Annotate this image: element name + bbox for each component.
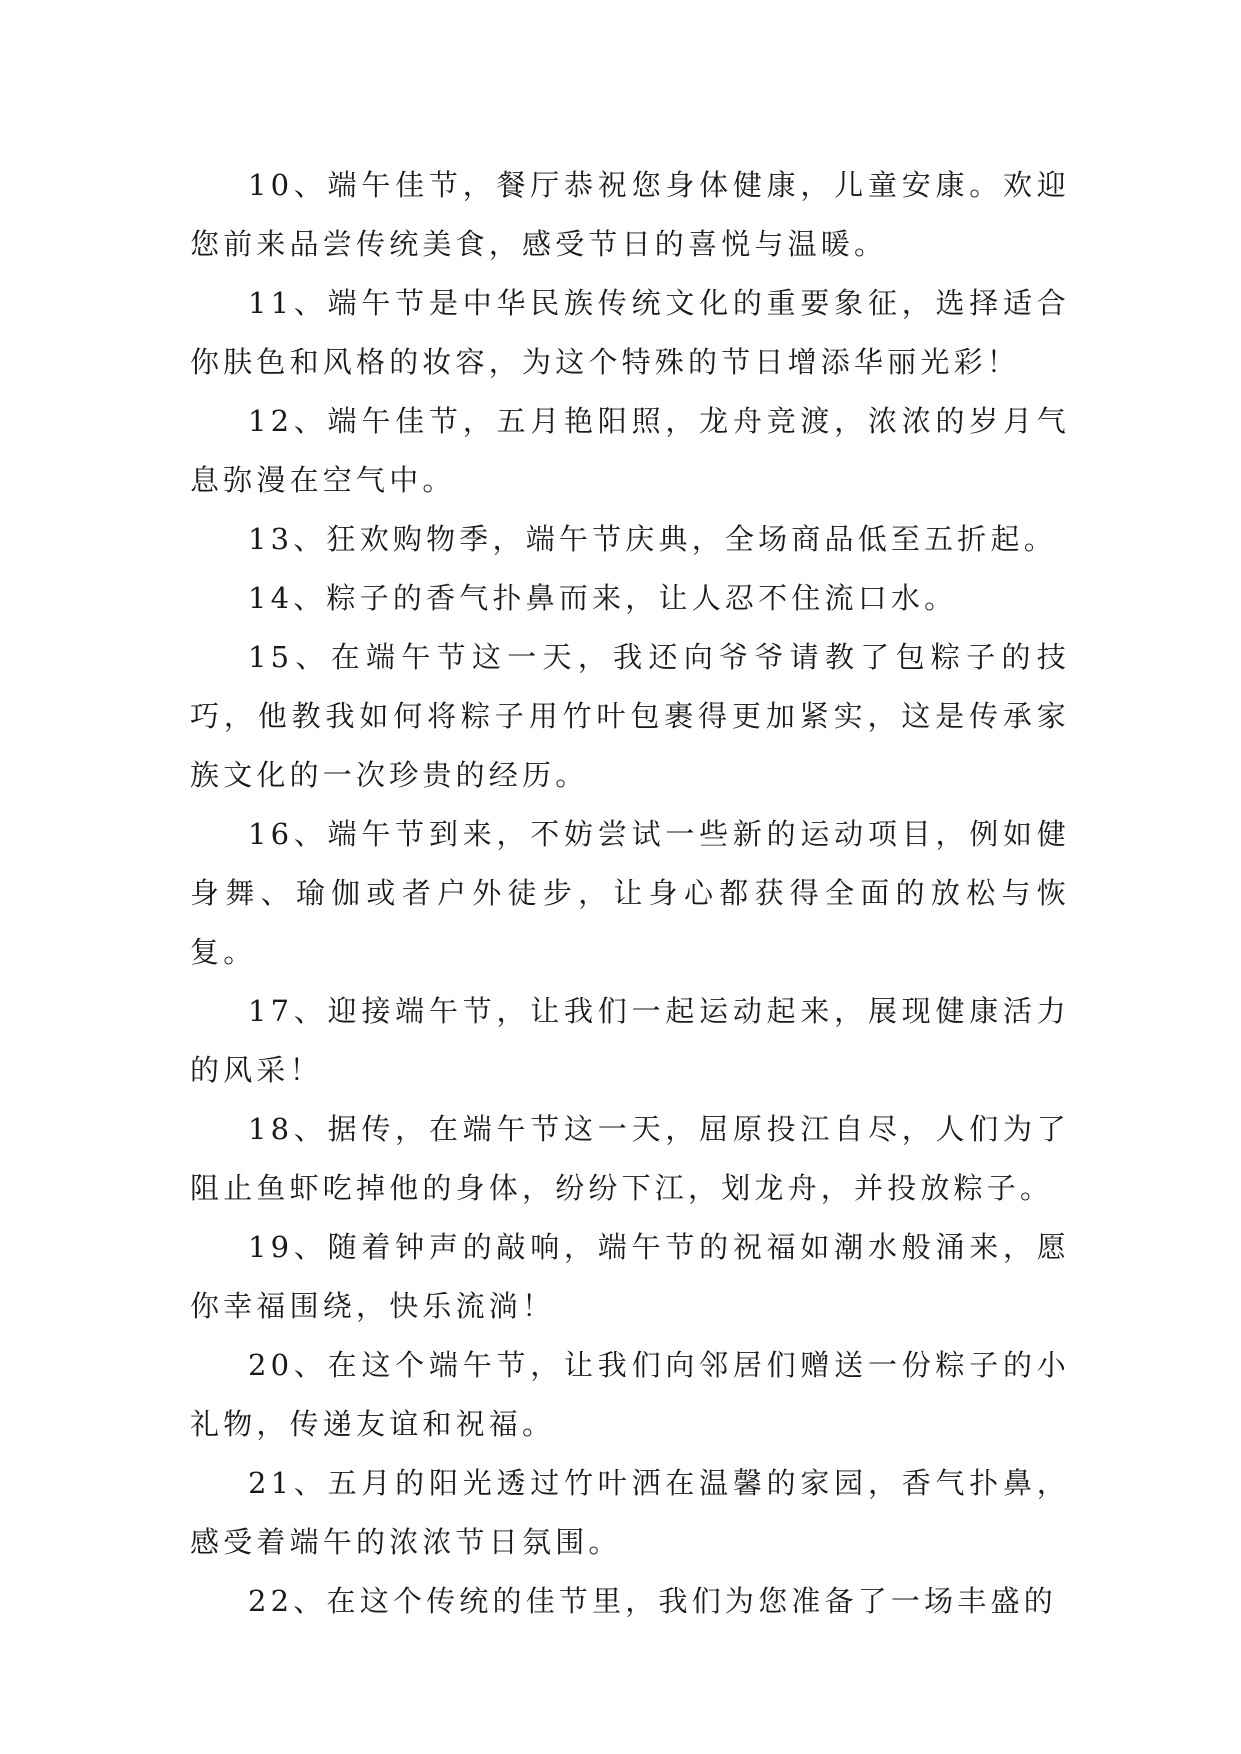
paragraph-19: 19、随着钟声的敲响，端午节的祝福如潮水般涌来，愿你幸福围绕，快乐流淌！ (190, 1230, 1070, 1323)
paragraph-11: 11、端午节是中华民族传统文化的重要象征，选择适合你肤色和风格的妆容，为这个特殊的节日增添华丽光彩！ (190, 286, 1070, 379)
paragraph-16: 16、端午节到来，不妨尝试一些新的运动项目，例如健身舞、瑜伽或者户外徒步，让身心都获得全面的放松与恢复。 (190, 817, 1070, 969)
paragraph-18: 18、据传，在端午节这一天，屈原投江自尽，人们为了阻止鱼虾吃掉他的身体，纷纷下江，划龙舟，并投放粽子。 (190, 1112, 1070, 1205)
paragraph-17: 17、迎接端午节，让我们一起运动起来，展现健康活力的风采！ (190, 994, 1070, 1087)
paragraph-12: 12、端午佳节，五月艳阳照，龙舟竞渡，浓浓的岁月气息弥漫在空气中。 (190, 404, 1070, 497)
paragraph-15: 15、在端午节这一天，我还向爷爷请教了包粽子的技巧，他教我如何将粽子用竹叶包裹得更加紧实，这是传承家族文化的一次珍贵的经历。 (190, 640, 1070, 792)
paragraph-21: 21、五月的阳光透过竹叶洒在温馨的家园，香气扑鼻，感受着端午的浓浓节日氛围。 (190, 1466, 1070, 1559)
paragraph-10: 10、端午佳节，餐厅恭祝您身体健康，儿童安康。欢迎您前来品尝传统美食，感受节日的喜悦与温暖。 (190, 168, 1070, 261)
document-body (190, 156, 1070, 1631)
paragraph-22: 22、在这个传统的佳节里，我们为您准备了一场丰盛的 (248, 1584, 1057, 1618)
paragraph-20: 20、在这个端午节，让我们向邻居们赠送一份粽子的小礼物，传递友谊和祝福。 (190, 1348, 1070, 1441)
paragraph-13: 13、狂欢购物季，端午节庆典，全场商品低至五折起。 (248, 522, 1057, 556)
paragraph-14: 14、粽子的香气扑鼻而来，让人忍不住流口水。 (248, 581, 958, 615)
